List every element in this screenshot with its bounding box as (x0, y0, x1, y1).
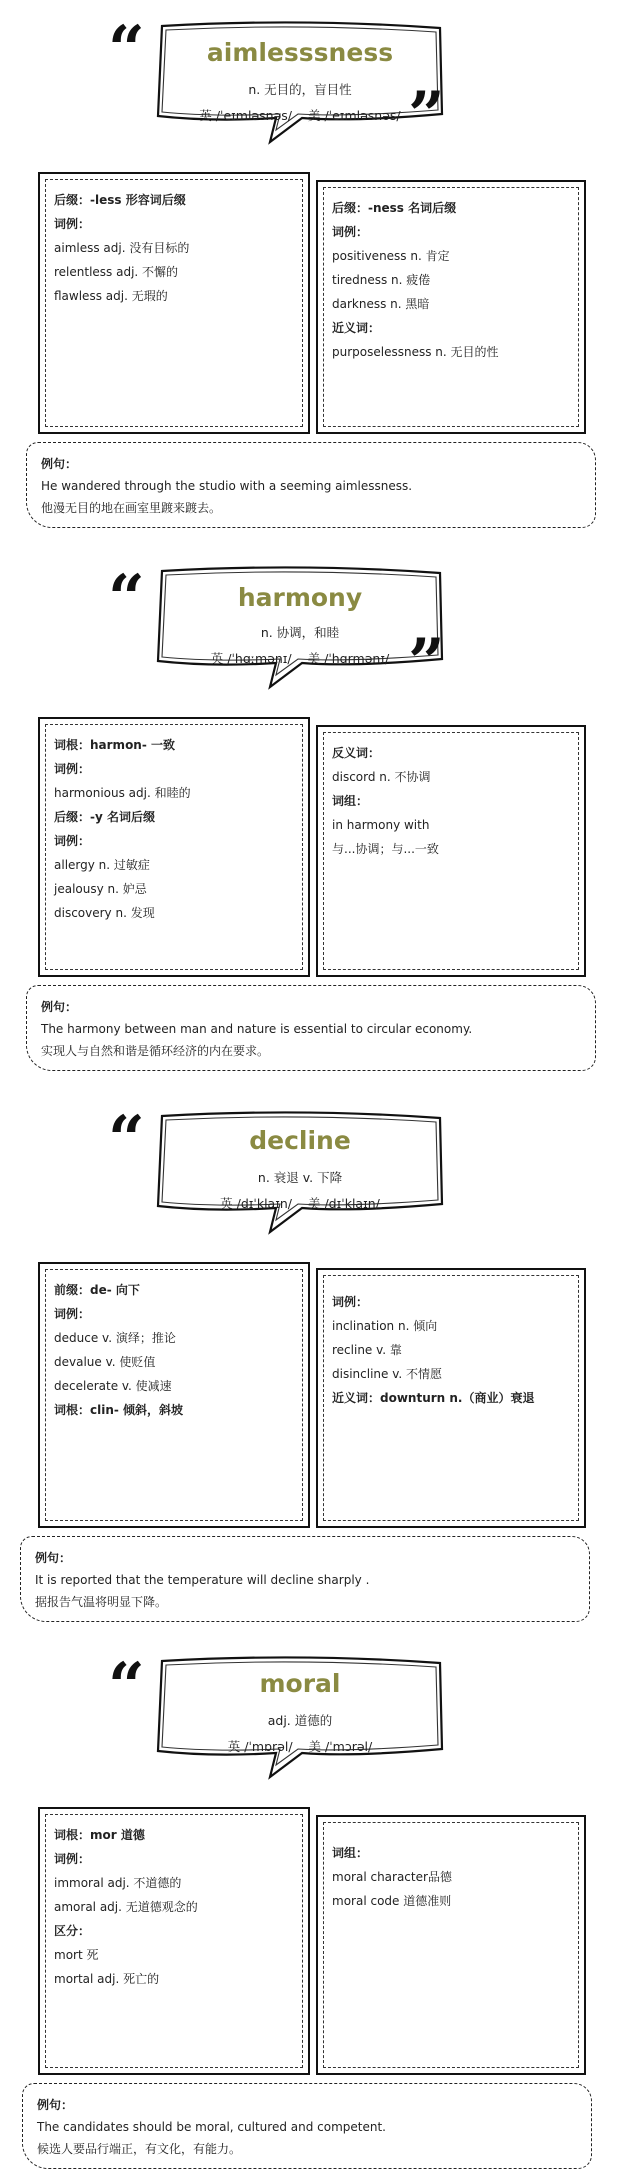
pronunciation (152, 1737, 448, 1755)
vocab-card-aimlessness (0, 0, 618, 540)
example-english: He wandered through the studio with a seeming aimlessness. (41, 479, 413, 493)
panel-line: 词例： (54, 1307, 91, 1321)
panel-line: 反义词： (332, 746, 381, 760)
panel-line: 词例： (54, 762, 91, 776)
panel-line: 词根：clin- 倾斜，斜坡 (54, 1403, 184, 1417)
open-quote-icon: “ (108, 1649, 135, 1724)
example-label: 例句： (35, 1551, 72, 1565)
close-quote-icon: ” (408, 78, 435, 153)
panel-line: positiveness n. 肯定 (332, 249, 450, 263)
panel-line: 近义词： (332, 321, 381, 335)
panel-line: mortal adj. 死亡的 (54, 1972, 160, 1986)
panel-line: moral character品德 (332, 1870, 452, 1884)
panel-line: in harmony with (332, 818, 430, 832)
headword: decline (249, 1126, 351, 1155)
pronunciation-us: 美 /dɪˈklaɪn/ (308, 1196, 380, 1211)
definition: adj. 道德的 (267, 1713, 333, 1728)
vocab-card-decline (0, 1090, 618, 1630)
panel-line: recline v. 靠 (332, 1343, 402, 1357)
definition: n. 衰退 v. 下降 (257, 1170, 343, 1185)
root-panel-right (316, 1815, 586, 2075)
close-quote-icon: ” (408, 625, 435, 700)
pronunciation-uk: 英 /ˈeɪmləsnəs/ (199, 108, 292, 123)
example-sentence-box (20, 1536, 590, 1622)
example-sentence-box (26, 442, 596, 528)
vocab-card-harmony (0, 545, 618, 1085)
panel-line: flawless adj. 无瑕的 (54, 289, 168, 303)
definition: n. 无目的，盲目性 (248, 82, 352, 97)
example-chinese: 实现人与自然和谐是循环经济的内在要求。 (41, 1044, 270, 1058)
panel-line: devalue v. 使贬值 (54, 1355, 156, 1369)
panel-line: discord n. 不协调 (332, 770, 431, 784)
pronunciation-uk: 英 /dɪˈklaɪn/ (220, 1196, 292, 1211)
example-chinese: 候选人要品行端正，有文化，有能力。 (37, 2142, 242, 2156)
example-sentence-box (22, 2083, 592, 2169)
panel-line: mort 死 (54, 1948, 99, 1962)
example-label: 例句： (41, 457, 78, 471)
example-english: It is reported that the temperature will decline sharply . (35, 1573, 370, 1587)
panel-line: 词组： (332, 794, 369, 808)
example-label: 例句： (41, 1000, 78, 1014)
pronunciation-uk: 英 /ˈmɒrəl/ (227, 1739, 293, 1754)
panel-line: inclination n. 倾向 (332, 1319, 438, 1333)
pronunciation (152, 1194, 448, 1212)
root-panel-left (38, 1807, 310, 2075)
pronunciation (152, 649, 448, 667)
panel-line: darkness n. 黑暗 (332, 297, 430, 311)
vocab-card-moral (0, 1635, 618, 2180)
affix-panel-left (38, 172, 310, 434)
panel-line: 词例： (332, 225, 369, 239)
open-quote-icon: “ (108, 561, 135, 636)
panel-line: 区分： (54, 1924, 91, 1938)
panel-line: immoral adj. 不道德的 (54, 1876, 182, 1890)
example-english: The harmony between man and nature is essential to circular economy. (41, 1022, 473, 1036)
headword: aimlesssness (206, 38, 394, 67)
panel-line: decelerate v. 使减速 (54, 1379, 172, 1393)
panel-line: 前缀：de- 向下 (54, 1283, 140, 1297)
panel-line: tiredness n. 疲倦 (332, 273, 431, 287)
headword: harmony (237, 583, 363, 612)
panel-line: 词根：mor 道德 (54, 1828, 145, 1842)
pronunciation (152, 106, 448, 124)
headword: moral (259, 1669, 341, 1698)
root-panel-left (38, 717, 310, 977)
panel-line: harmonious adj. 和睦的 (54, 786, 191, 800)
panel-line: 词根：harmon- 一致 (54, 738, 176, 752)
affix-panel-right (316, 180, 586, 434)
panel-line: 后缀：-ness 名词后缀 (332, 201, 457, 215)
open-quote-icon: “ (108, 12, 135, 87)
panel-line: allergy n. 过敏症 (54, 858, 150, 872)
panel-line: purposelessness n. 无目的性 (332, 345, 499, 359)
pronunciation-us: 美 /ˈhɑrmənɪ/ (307, 651, 390, 666)
panel-line: jealousy n. 妒忌 (54, 882, 147, 896)
panel-line: 词例： (54, 1852, 91, 1866)
definition: n. 协调，和睦 (260, 625, 340, 640)
panel-line: 近义词：downturn n.（商业）衰退 (332, 1391, 535, 1405)
example-sentence-box (26, 985, 596, 1071)
panel-line: relentless adj. 不懈的 (54, 265, 179, 279)
panel-line: aimless adj. 没有目标的 (54, 241, 190, 255)
panel-line: discovery n. 发现 (54, 906, 155, 920)
panel-line: disincline v. 不情愿 (332, 1367, 443, 1381)
panel-line: deduce v. 演绎；推论 (54, 1331, 176, 1345)
example-chinese: 据报告气温将明显下降。 (35, 1595, 168, 1609)
prefix-panel-right (316, 1268, 586, 1528)
panel-line: 词组： (332, 1846, 369, 1860)
panel-line: amoral adj. 无道德观念的 (54, 1900, 198, 1914)
panel-line: 词例： (54, 834, 91, 848)
example-label: 例句： (37, 2098, 74, 2112)
panel-line: 词例： (332, 1295, 369, 1309)
prefix-panel-left (38, 1262, 310, 1528)
pronunciation-us: 美 /ˈeɪmləsnəs/ (308, 108, 401, 123)
panel-line: moral code 道德准则 (332, 1894, 452, 1908)
panel-line: 后缀：-y 名词后缀 (54, 810, 155, 824)
panel-line: 后缀：-less 形容词后缀 (54, 193, 186, 207)
example-chinese: 他漫无目的地在画室里踱来踱去。 (41, 501, 222, 515)
example-english: The candidates should be moral, cultured and competent. (37, 2120, 386, 2134)
panel-line: 词例： (54, 217, 91, 231)
panel-line: 与...协调；与...一致 (332, 842, 439, 856)
pronunciation-uk: 英 /ˈhɑːmənɪ/ (210, 651, 292, 666)
pronunciation-us: 美 /ˈmɔrəl/ (308, 1739, 373, 1754)
open-quote-icon: “ (108, 1102, 135, 1177)
root-panel-right (316, 725, 586, 977)
